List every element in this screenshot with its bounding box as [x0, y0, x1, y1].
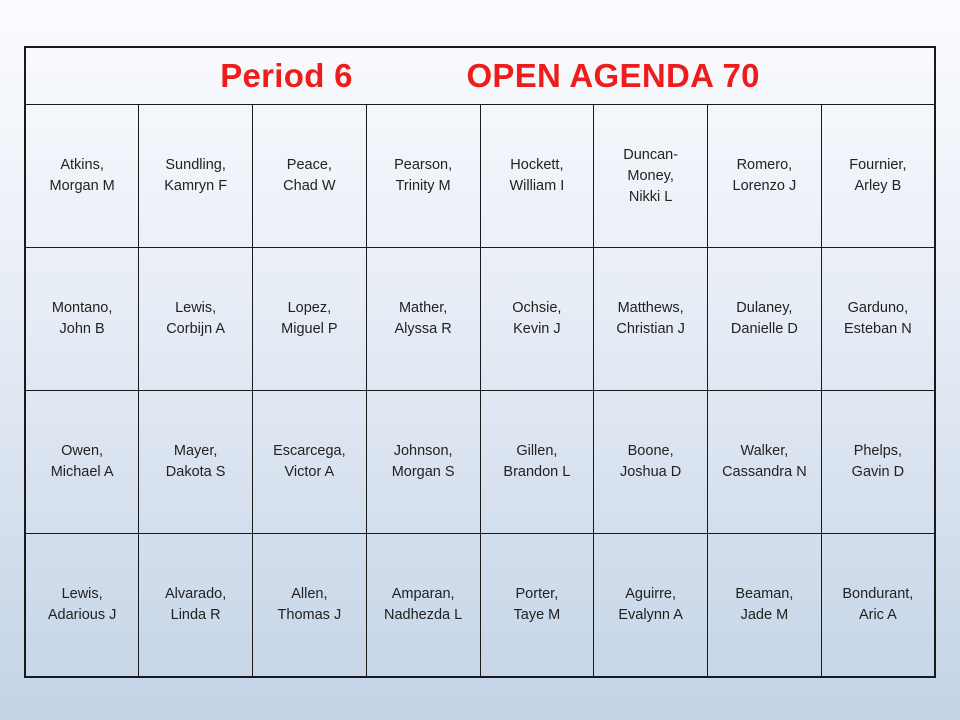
seat-cell	[480, 391, 594, 534]
seat-row	[25, 105, 935, 248]
seat-cell	[821, 248, 935, 391]
student-name: Lopez, Miguel P	[281, 300, 338, 337]
student-name: Amparan, Nadhezda L	[384, 586, 463, 623]
title-cell	[25, 47, 935, 105]
seat-cell	[253, 391, 367, 534]
period-label: Period 6	[220, 57, 353, 94]
seat-cell	[594, 248, 708, 391]
seat-cell	[366, 248, 480, 391]
student-name: Beaman, Jade M	[735, 586, 794, 623]
seat-cell	[708, 248, 822, 391]
student-name: Gillen, Brandon L	[503, 443, 571, 480]
seat-cell	[25, 105, 139, 248]
seat-cell	[708, 105, 822, 248]
seat-cell	[366, 105, 480, 248]
student-name: Bondurant, Aric A	[842, 586, 914, 623]
student-name: Mather, Alyssa R	[394, 300, 452, 337]
student-name: Escarcega, Victor A	[273, 443, 346, 480]
student-name: Allen, Thomas J	[277, 586, 342, 623]
seat-cell	[821, 391, 935, 534]
seat-cell	[594, 534, 708, 678]
seat-cell	[366, 534, 480, 678]
seat-cell	[366, 391, 480, 534]
seat-cell	[821, 534, 935, 678]
seating-chart	[24, 46, 936, 678]
student-name: Phelps, Gavin D	[851, 443, 905, 480]
student-name: Lewis, Corbijn A	[166, 300, 226, 337]
seat-cell	[139, 248, 253, 391]
seat-cell	[480, 105, 594, 248]
student-name: Peace, Chad W	[283, 157, 336, 194]
seat-cell	[139, 391, 253, 534]
student-name: Montano, John B	[51, 300, 113, 337]
student-name: Ochsie, Kevin J	[512, 300, 562, 337]
seat-cell	[139, 105, 253, 248]
student-name: Hockett, William I	[509, 157, 565, 194]
seat-cell	[594, 391, 708, 534]
seat-cell	[821, 105, 935, 248]
student-name: Dulaney, Danielle D	[730, 300, 798, 337]
student-name: Mayer, Dakota S	[165, 443, 226, 480]
seat-cell	[708, 391, 822, 534]
student-name: Lewis, Adarious J	[47, 586, 117, 623]
seat-row	[25, 248, 935, 391]
student-name: Boone, Joshua D	[619, 443, 682, 480]
seat-row	[25, 534, 935, 678]
title-row	[25, 47, 935, 105]
seat-cell	[708, 534, 822, 678]
student-name: Garduno, Esteban N	[844, 300, 912, 337]
seat-cell	[253, 534, 367, 678]
student-name: Matthews, Christian J	[616, 300, 685, 337]
page-title	[220, 57, 760, 94]
student-name: Pearson, Trinity M	[394, 157, 453, 194]
seat-row	[25, 391, 935, 534]
seat-cell	[480, 534, 594, 678]
student-name: Sundling, Kamryn F	[164, 157, 228, 194]
seat-cell	[139, 534, 253, 678]
student-name: Porter, Taye M	[513, 586, 561, 623]
seat-cell	[25, 248, 139, 391]
student-name: Fournier, Arley B	[849, 157, 907, 194]
student-name: Johnson, Morgan S	[391, 443, 455, 480]
seat-cell	[253, 248, 367, 391]
seat-cell	[25, 534, 139, 678]
seat-cell	[253, 105, 367, 248]
student-name: Owen, Michael A	[50, 443, 114, 480]
student-name: Duncan- Money, Nikki L	[623, 146, 679, 205]
student-name: Atkins, Morgan M	[49, 157, 115, 194]
student-name: Walker, Cassandra N	[722, 443, 807, 480]
seat-cell	[25, 391, 139, 534]
class-name-label: OPEN AGENDA 70	[466, 57, 760, 94]
student-name: Alvarado, Linda R	[164, 586, 227, 623]
seat-cell	[480, 248, 594, 391]
student-name: Aguirre, Evalynn A	[618, 586, 683, 623]
student-name: Romero, Lorenzo J	[732, 157, 797, 194]
seat-cell	[594, 105, 708, 248]
